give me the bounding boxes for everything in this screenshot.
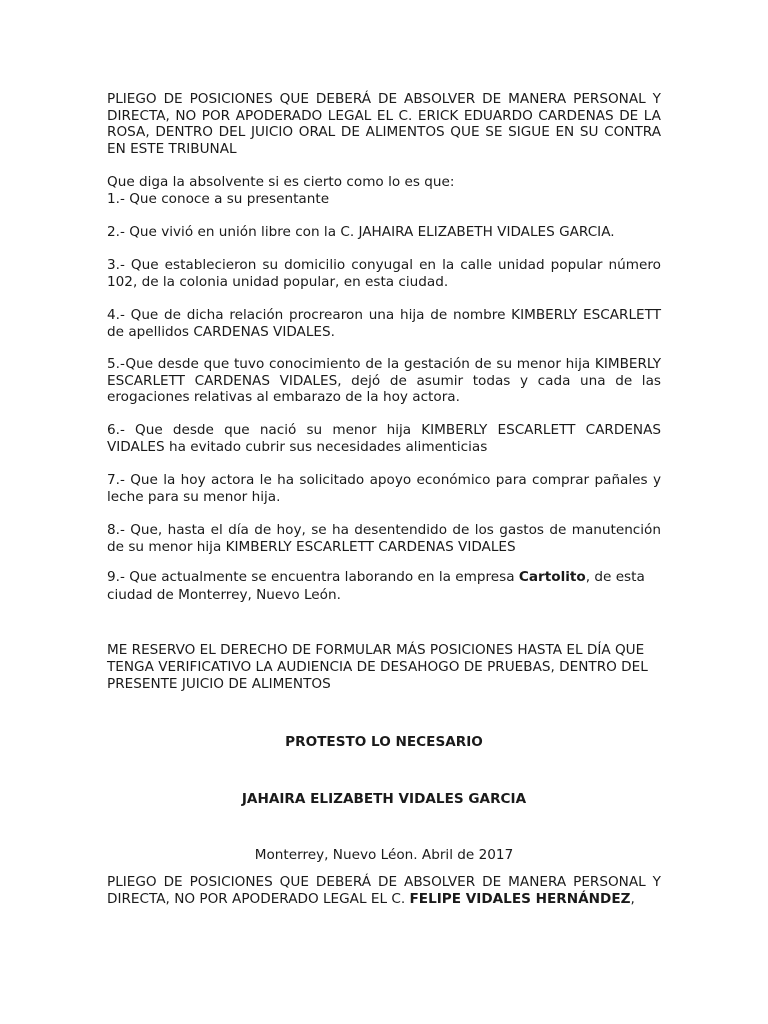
protesto-text: PROTESTO LO NECESARIO (285, 734, 483, 750)
signer-name (0, 791, 768, 808)
position-1: 1.- Que conoce a su presentante (107, 191, 330, 207)
position-9-suffix: , de esta ciudad de Monterrey, Nuevo León. (107, 569, 645, 603)
reservation-paragraph: ME RESERVO EL DERECHO DE FORMULAR MÁS POSICIONES HASTA EL DÍA QUE TENGA VERIFICATIVO LA AUDIENCIA DE DESAHOGO DE PRUEBAS, DENTRO DEL PRESENTE JUICIO DE ALIMENTOS (107, 642, 648, 692)
protesto-heading (0, 734, 768, 751)
position-9-prefix: 9.- Que actualmente se encuentra laborando en la empresa (107, 569, 519, 585)
absolvente-name: ERICK EDUARDO CARDENAS DE LA ROSA (107, 107, 661, 141)
pliego-heading (107, 91, 661, 157)
position-4: 4.- Que de dicha relación procrearon una hija de nombre KIMBERLY ESCARLETT de apellidos CARDENAS VIDALES. (107, 307, 661, 340)
intro-line: Que diga la absolvente si es cierto como lo es que: (107, 174, 455, 190)
pliego-heading-2 (107, 874, 661, 907)
pliego-heading-suffix: , DENTRO DEL JUICIO ORAL DE ALIMENTOS QUE SE SIGUE EN SU CONTRA EN ESTE TRIBUNAL (107, 124, 661, 157)
position-5: 5.-Que desde que tuvo conocimiento de la gestación de su menor hija KIMBERLY ESCARLETT CARDENAS VIDALES, dejó de asumir todas y cada una de las erogaciones relativas al embarazo de la hoy actora. (107, 356, 661, 406)
signer-name-text: JAHAIRA ELIZABETH VIDALES GARCIA (241, 791, 527, 807)
position-2: 2.- Que vivió en unión libre con la C. JAHAIRA ELIZABETH VIDALES GARCIA. (107, 224, 615, 240)
position-8: 8.- Que, hasta el día de hoy, se ha desentendido de los gastos de manutención de su menor hija KIMBERLY ESCARLETT CARDENAS VIDALES (107, 522, 661, 555)
company-name: Cartolito (518, 569, 586, 585)
position-7: 7.- Que la hoy actora le ha solicitado apoyo económico para comprar pañales y leche para su menor hija. (107, 472, 661, 505)
pliego-heading-2-prefix: PLIEGO DE POSICIONES QUE DEBERÁ DE ABSOLVER DE MANERA PERSONAL Y DIRECTA, NO POR APODERADO LEGAL EL C. (107, 874, 661, 907)
absolvente-name-2: FELIPE VIDALES HERNÁNDEZ (409, 890, 631, 907)
pliego-heading-prefix: PLIEGO DE POSICIONES QUE DEBERÁ DE ABSOLVER DE MANERA PERSONAL Y DIRECTA, NO POR APODERADO LEGAL EL C. (107, 91, 661, 124)
place-date: Monterrey, Nuevo Léon. Abril de 2017 (254, 847, 514, 863)
pliego-heading-2-suffix: , (630, 890, 635, 907)
position-6: 6.- Que desde que nació su menor hija KIMBERLY ESCARLETT CARDENAS VIDALES ha evitado cubrir sus necesidades alimenticias (107, 422, 661, 455)
position-9 (107, 568, 661, 604)
position-3: 3.- Que establecieron su domicilio conyugal en la calle unidad popular número 102, de la colonia unidad popular, en esta ciudad. (107, 257, 661, 290)
